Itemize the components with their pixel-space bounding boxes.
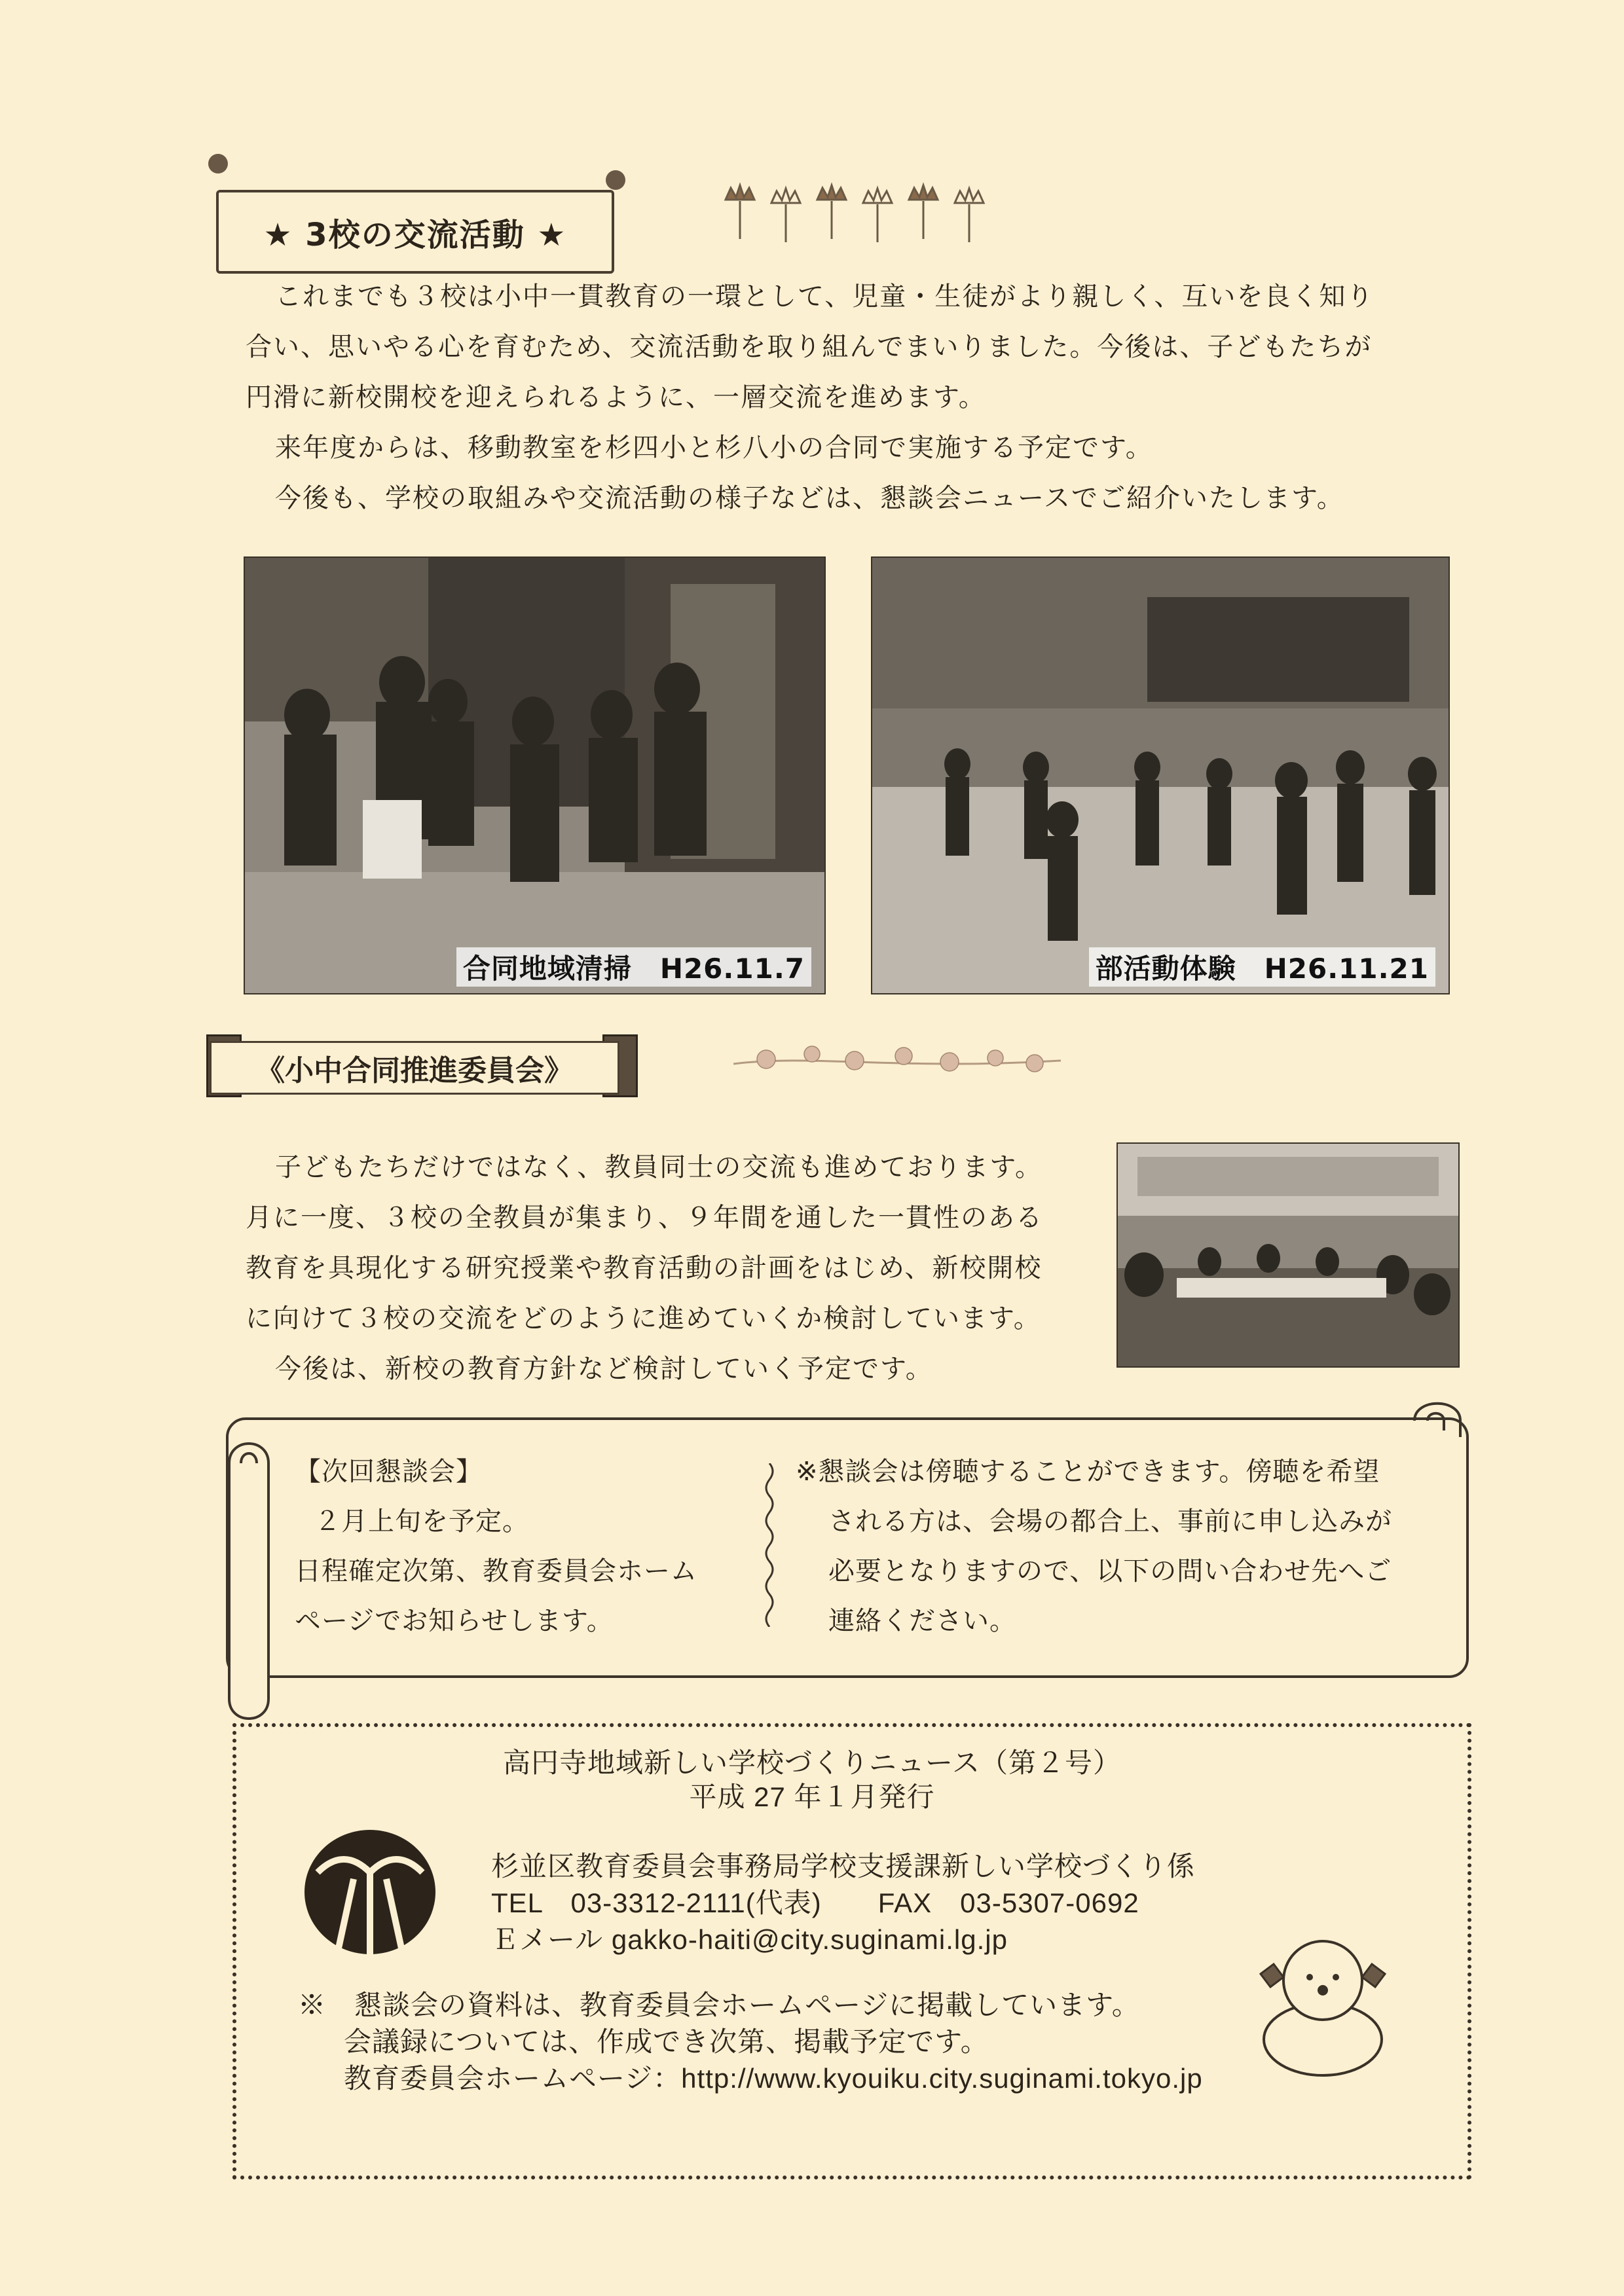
photo-caption: 部活動体験 H26.11.21 (1089, 947, 1435, 987)
section1-body (246, 272, 1477, 524)
section1-paragraph: 来年度からは、移動教室を杉四小と杉八小の合同で実施する予定です。 (275, 433, 1153, 463)
scroll-curl-top-right (1408, 1391, 1467, 1450)
section2-heading: 《小中合同推進委員会》 (210, 1041, 619, 1095)
office-name: 杉並区教育委員会事務局学校支援課新しい学校づくり係 (491, 1851, 1196, 1882)
attendance-note-line: される方は、会場の都合上、事前に申し込みが (828, 1506, 1392, 1537)
section1-heading: ★ 3校の交流活動 ★ (216, 190, 614, 274)
section1-paragraph: 合い、思いやる心を育むため、交流活動を取り組んでまいりました。今後は、子どもたちが (246, 332, 1373, 362)
next-meeting-line: 日程確定次第、教育委員会ホーム (295, 1556, 697, 1586)
section2-paragraph: に向けて３校の交流をどのように進めていくか検討しています。 (246, 1303, 1041, 1334)
photo-caption: 合同地域清掃 H26.11.7 (456, 947, 811, 987)
blossom-branch-decoration (733, 1034, 1061, 1087)
section1-paragraph: 今後も、学校の取組みや交流活動の様子などは、懇談会ニュースでご紹介いたします。 (275, 483, 1344, 513)
suginami-emblem-logo (298, 1827, 442, 1958)
footer-note-line: 教育委員会ホームページ：http://www.kyouiku.city.suginami.tokyo.jp (344, 2063, 1203, 2094)
photo-community-cleanup (244, 556, 826, 994)
footer-note-line: 会議録については、作成でき次第、掲載予定です。 (344, 2026, 989, 2057)
pin-right (606, 170, 625, 190)
attendance-note-line: 必要となりますので、以下の問い合わせ先へご (828, 1556, 1392, 1586)
contact-email: Ｅメール gakko-haiti@city.suginami.lg.jp (491, 1924, 1008, 1955)
contact-phone-fax: TEL 03-3312-2111(代表) FAX 03-5307-0692 (491, 1887, 1139, 1918)
photo-teachers-meeting (1116, 1142, 1460, 1368)
snowman-mascot (1247, 1928, 1398, 2079)
section2-paragraph: 子どもたちだけではなく、教員同士の交流も進めております。 (275, 1152, 1043, 1182)
attendance-note-line: ※懇談会は傍聴することができます。傍聴を希望 (796, 1457, 1380, 1487)
section2-paragraph: 教育を具現化する研究授業や教育活動の計画をはじめ、新校開校 (246, 1253, 1043, 1283)
footer-note-line: ※ 懇談会の資料は、教育委員会ホームページに掲載しています。 (298, 1990, 1140, 2020)
section1-paragraph: 円滑に新校開校を迎えられるように、一層交流を進めます。 (246, 382, 986, 412)
section2-paragraph: 今後は、新校の教育方針など検討していく予定です。 (275, 1354, 933, 1384)
section1-paragraph: これまでも３校は小中一貫教育の一環として、児童・生徒がより親しく、互いを良く知り (275, 282, 1375, 312)
attendance-note-line: 連絡ください。 (828, 1606, 1016, 1636)
next-meeting-right-column (796, 1447, 1392, 1646)
flower-decoration-row (720, 177, 995, 249)
wavy-divider (760, 1463, 779, 1627)
issue-date: 平成 27 年１月発行 (689, 1781, 935, 1812)
section2-paragraph: 月に一度、３校の全教員が集まり、９年間を通した一貫性のある (246, 1203, 1043, 1233)
next-meeting-line: ２月上旬を予定。 (314, 1506, 529, 1537)
next-meeting-title: 【次回懇談会】 (295, 1457, 483, 1487)
section2-body (246, 1142, 1116, 1394)
photo-club-activity (871, 556, 1450, 994)
pin-left (208, 154, 228, 173)
next-meeting-line: ページでお知らせします。 (295, 1606, 614, 1636)
newsletter-title: 高円寺地域新しい学校づくりニュース（第２号） (503, 1747, 1121, 1778)
next-meeting-left-column (295, 1447, 697, 1646)
scroll-curl-left (223, 1437, 275, 1725)
